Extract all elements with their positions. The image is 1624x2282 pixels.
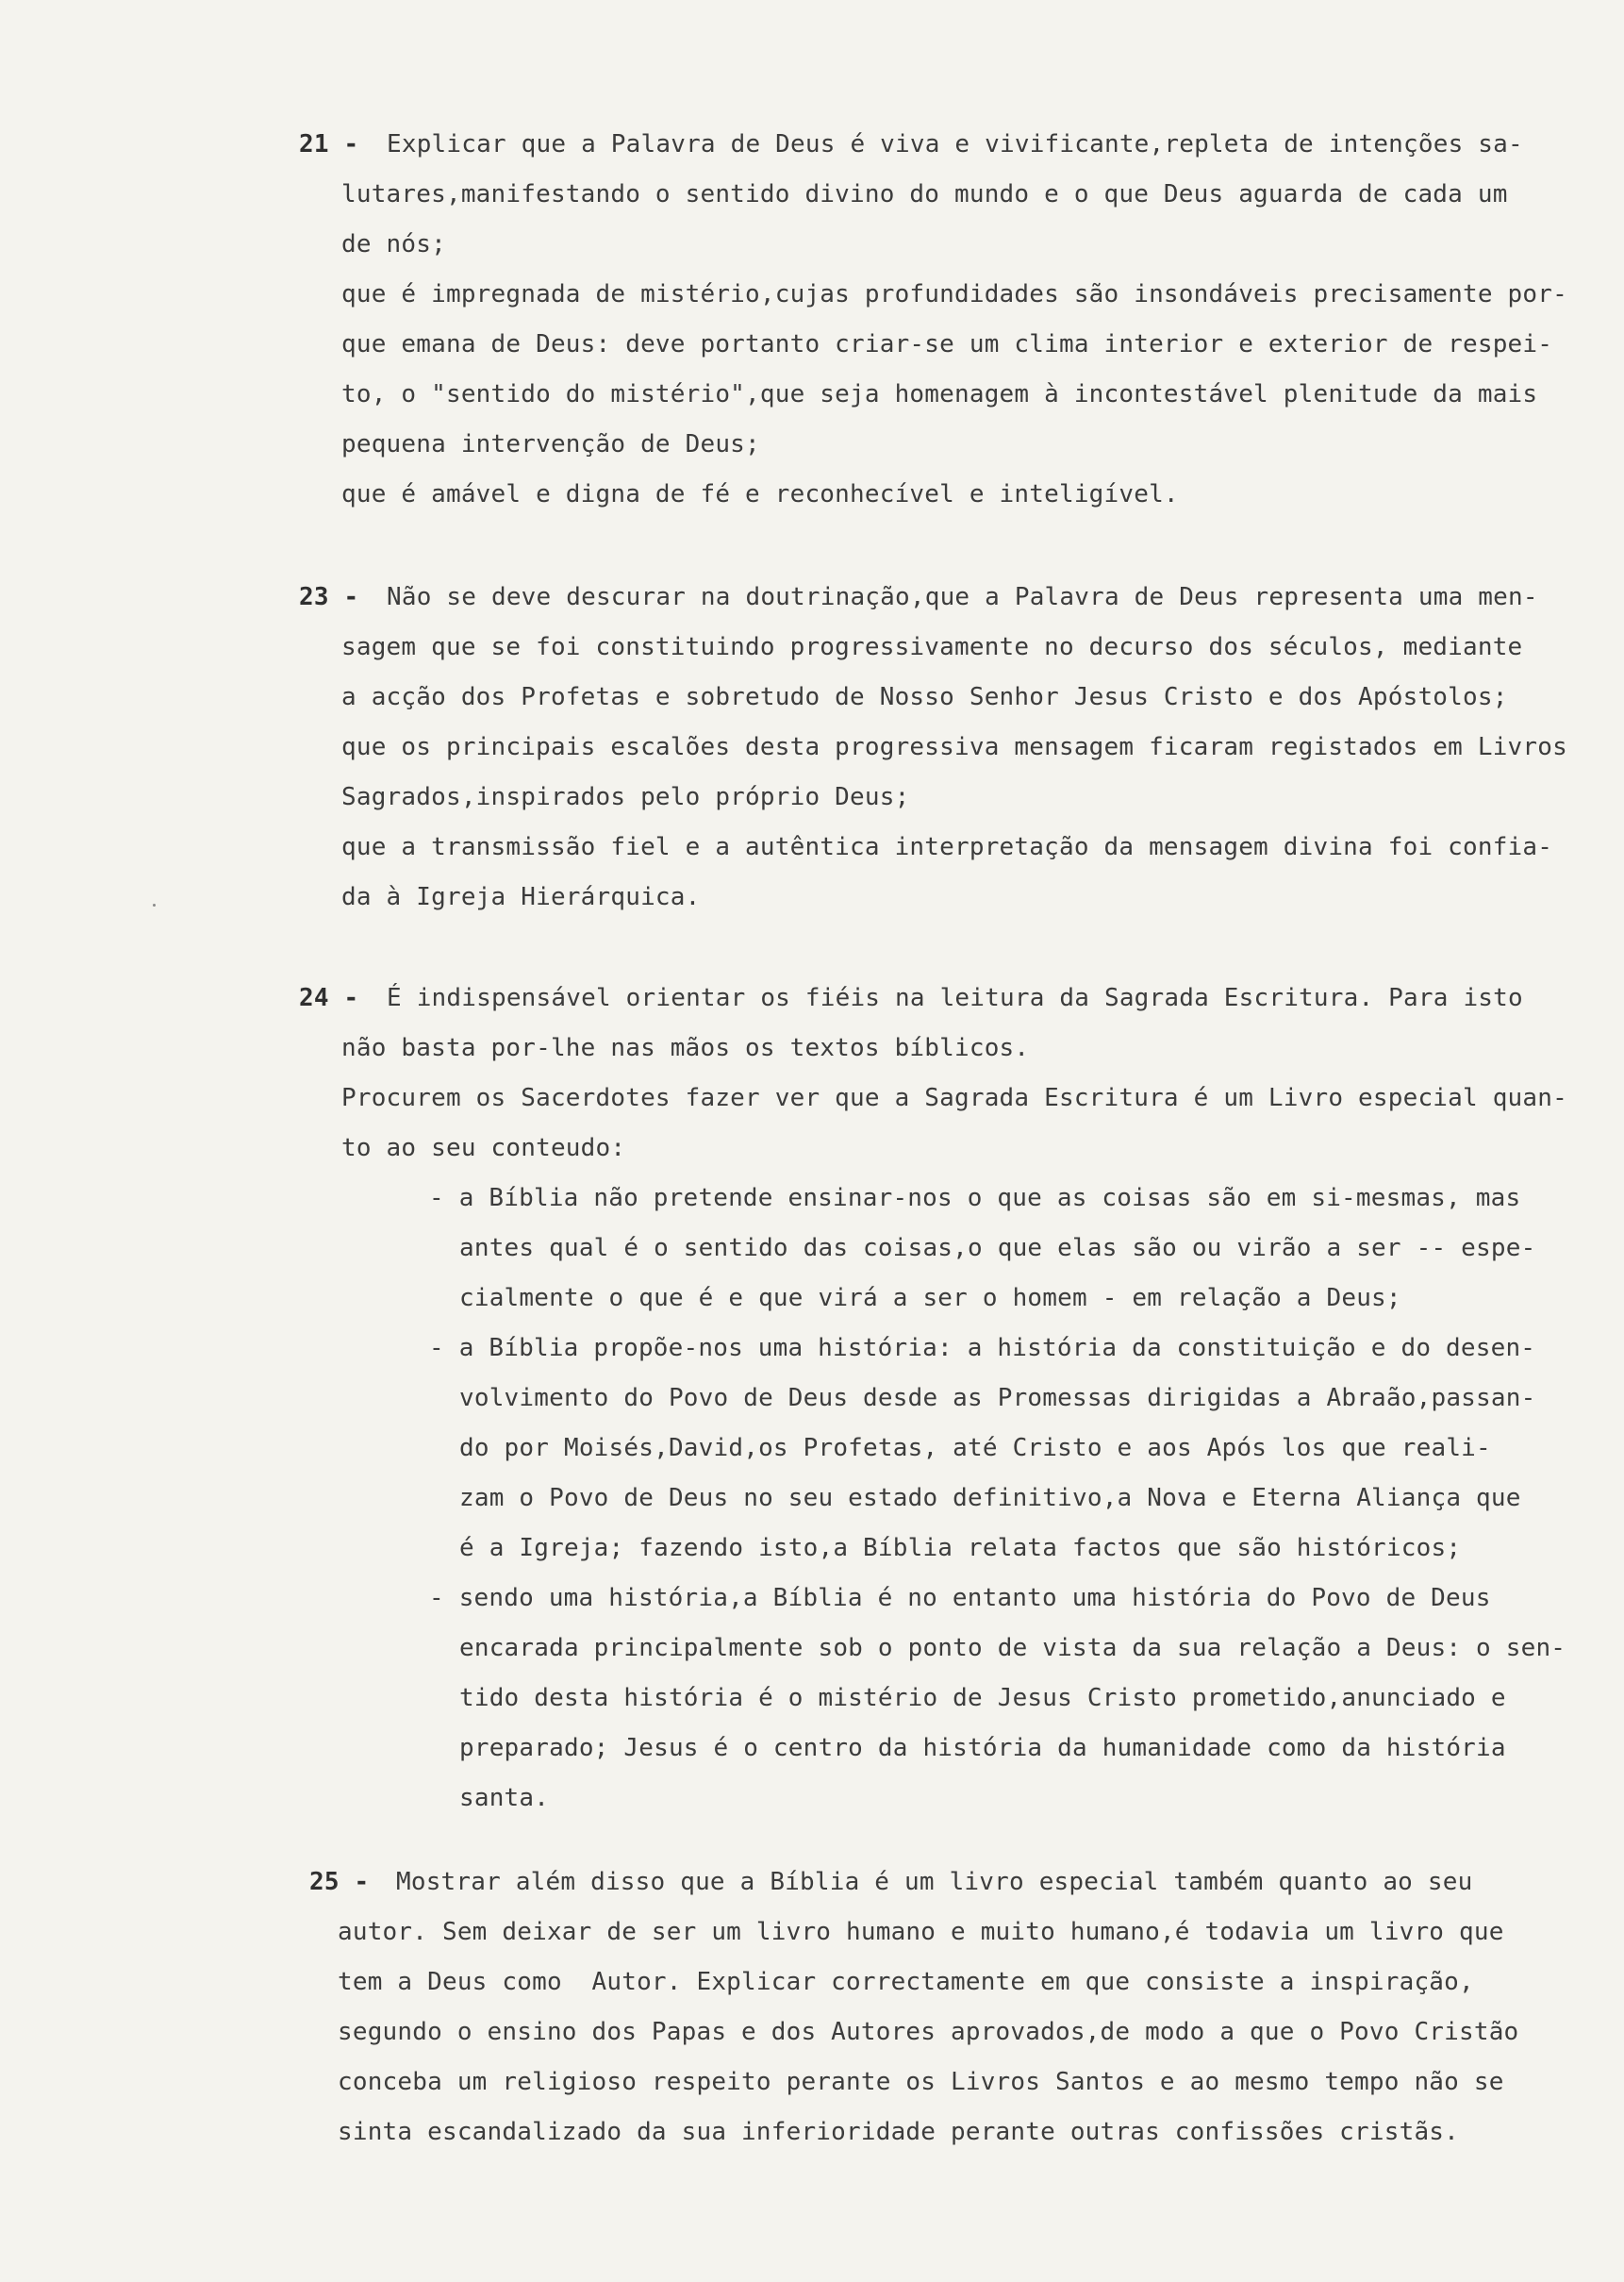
text-line: tido desta história é o mistério de Jesus Cristo prometido,anunciado e [459, 1684, 1506, 1712]
paragraph-number: 25 - [309, 1868, 370, 1896]
text-line: Mostrar além disso que a Bíblia é um livro especial também quanto ao seu [396, 1868, 1473, 1896]
bullet-line: - a Bíblia não pretende ensinar-nos o que as coisas são em si-mesmas, mas [429, 1184, 1521, 1212]
paper-speck [153, 904, 156, 907]
text-line: que a transmissão fiel e a autêntica interpretação da mensagem divina foi confia- [341, 833, 1553, 861]
text-line: lutares,manifestando o sentido divino do mundo e o que Deus aguarda de cada um [341, 180, 1508, 208]
text-line: encarada principalmente sob o ponto de vista da sua relação a Deus: o sen- [459, 1634, 1566, 1662]
paragraph-number: 23 - [299, 583, 359, 611]
text-line: de nós; [341, 230, 446, 258]
text-line: a acção dos Profetas e sobretudo de Nosso Senhor Jesus Cristo e dos Apóstolos; [341, 683, 1508, 711]
text-line: preparado; Jesus é o centro da história da humanidade como da história [459, 1734, 1506, 1762]
text-line: tem a Deus como Autor. Explicar correctamente em que consiste a inspiração, [338, 1968, 1474, 1996]
text-line: antes qual é o sentido das coisas,o que elas são ou virão a ser -- espe- [459, 1234, 1536, 1262]
text-line: autor. Sem deixar de ser um livro humano e muito humano,é todavia um livro que [338, 1918, 1504, 1946]
text-line: sinta escandalizado da sua inferioridade perante outras confissões cristãs. [338, 2118, 1459, 2146]
text-line: sagem que se foi constituindo progressivamente no decurso dos séculos, mediante [341, 633, 1523, 661]
text-line: to ao seu conteudo: [341, 1134, 626, 1162]
text-line: que é amável e digna de fé e reconhecível e inteligível. [341, 480, 1179, 508]
text-line: to, o "sentido do mistério",que seja homenagem à incontestável plenitude da mais [341, 380, 1538, 408]
text-line: da à Igreja Hierárquica. [341, 883, 701, 911]
text-line: que os principais escalões desta progressiva mensagem ficaram registados em Livros [341, 733, 1567, 761]
text-line: Sagrados,inspirados pelo próprio Deus; [341, 783, 910, 811]
paragraph-number: 24 - [299, 984, 359, 1012]
text-line: cialmente o que é e que virá a ser o homem - em relação a Deus; [459, 1284, 1401, 1312]
text-line: Não se deve descurar na doutrinação,que a Palavra de Deus representa uma men- [387, 583, 1538, 611]
text-line: do por Moisés,David,os Profetas, até Cristo e aos Após los que reali- [459, 1434, 1491, 1462]
bullet-line: - sendo uma história,a Bíblia é no entanto uma história do Povo de Deus [429, 1584, 1491, 1612]
text-line: que emana de Deus: deve portanto criar-se um clima interior e exterior de respei- [341, 330, 1553, 358]
text-line: é a Igreja; fazendo isto,a Bíblia relata factos que são históricos; [459, 1534, 1462, 1562]
text-line: É indispensável orientar os fiéis na leitura da Sagrada Escritura. Para isto [387, 984, 1523, 1012]
text-line: Procurem os Sacerdotes fazer ver que a Sagrada Escritura é um Livro especial quan- [341, 1084, 1567, 1112]
bullet-line: - a Bíblia propõe-nos uma história: a história da constituição e do desen- [429, 1334, 1536, 1362]
text-line: santa. [459, 1784, 550, 1812]
paragraph-number: 21 - [299, 130, 359, 158]
text-line: segundo o ensino dos Papas e dos Autores aprovados,de modo a que o Povo Cristão [338, 2018, 1519, 2046]
text-line: zam o Povo de Deus no seu estado definitivo,a Nova e Eterna Aliança que [459, 1484, 1521, 1512]
text-line: não basta por-lhe nas mãos os textos bíblicos. [341, 1034, 1030, 1062]
text-line: que é impregnada de mistério,cujas profundidades são insondáveis precisamente por- [341, 280, 1567, 308]
text-line: pequena intervenção de Deus; [341, 430, 760, 458]
text-line: Explicar que a Palavra de Deus é viva e vivificante,repleta de intenções sa- [387, 130, 1523, 158]
text-line: volvimento do Povo de Deus desde as Promessas dirigidas a Abraão,passan- [459, 1384, 1536, 1412]
text-line: conceba um religioso respeito perante os Livros Santos e ao mesmo tempo não se [338, 2068, 1504, 2096]
